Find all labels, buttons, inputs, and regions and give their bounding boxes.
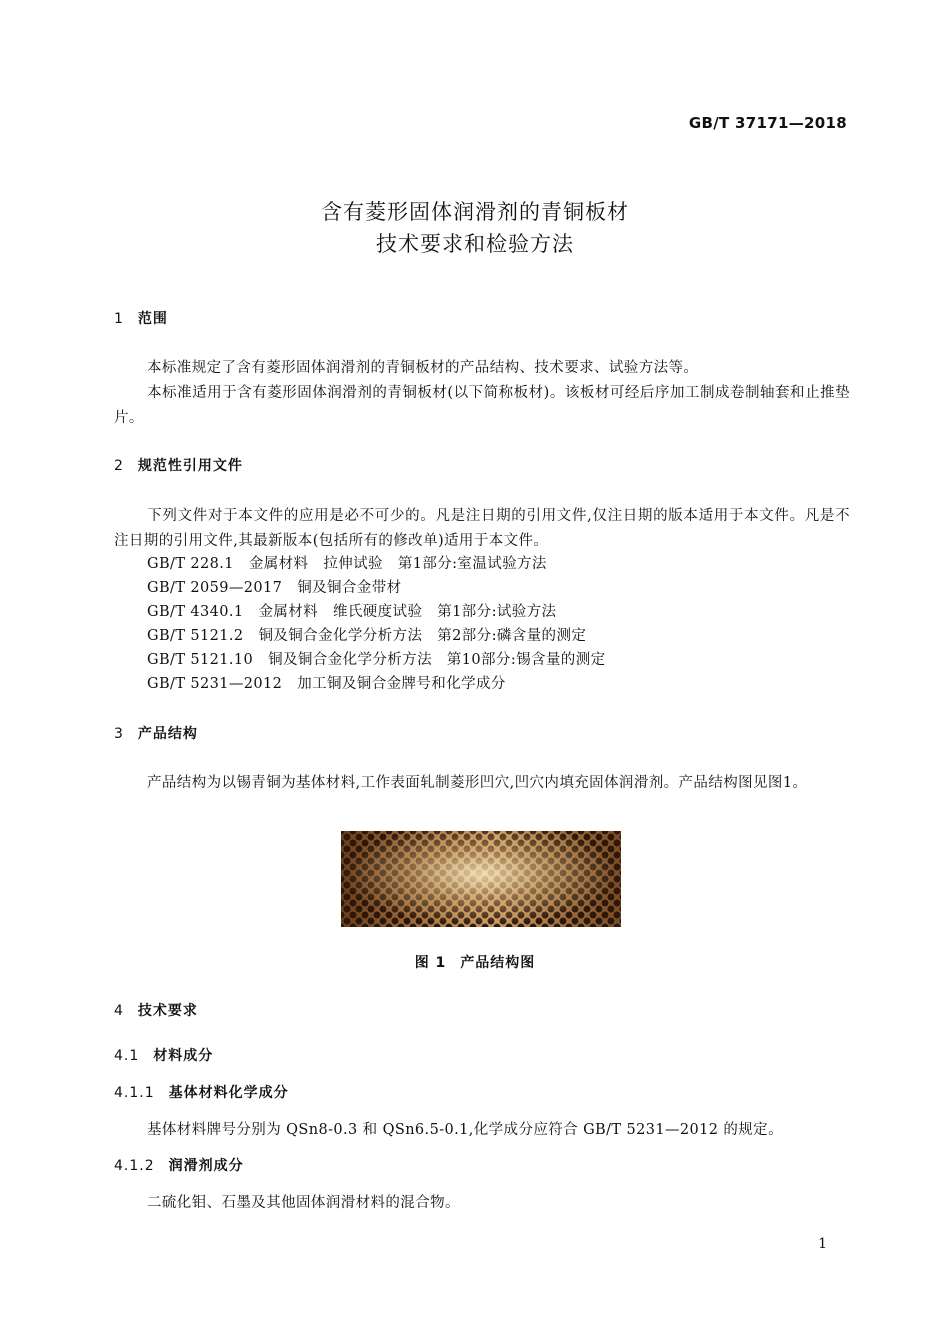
reference-item: GB/T 5121.10 铜及铜合金化学分析方法 第10部分:锡含量的测定 bbox=[147, 652, 606, 668]
page-number: 1 bbox=[818, 1236, 827, 1252]
section-title: 基体材料化学成分 bbox=[168, 1085, 289, 1101]
section-3-heading bbox=[114, 724, 198, 744]
figure-caption bbox=[0, 952, 950, 972]
section-3-paragraph-1: 产品结构为以锡青铜为基体材料,工作表面轧制菱形凹穴,凹穴内填充固体润滑剂。产品结构图见图1。 bbox=[147, 775, 808, 791]
section-4-1-1-paragraph: 基体材料牌号分别为 QSn8-0.3 和 QSn6.5-0.1,化学成分应符合 GB/T 5231—2012 的规定。 bbox=[147, 1122, 783, 1138]
product-structure-photo bbox=[341, 831, 621, 927]
section-title: 技术要求 bbox=[137, 1003, 198, 1019]
section-title: 规范性引用文件 bbox=[137, 458, 243, 474]
section-number: 4.1 bbox=[114, 1048, 140, 1064]
section-2-paragraph-1: 下列文件对于本文件的应用是必不可少的。凡是注日期的引用文件,仅注日期的版本适用于本文件。凡是不注日期的引用文件,其最新版本(包括所有的修改单)适用于本文件。 bbox=[114, 508, 850, 549]
section-number: 4.1.2 bbox=[114, 1158, 155, 1174]
section-number: 4 bbox=[114, 1003, 124, 1019]
section-title: 润滑剂成分 bbox=[168, 1158, 244, 1174]
figure-caption-text: 产品结构图 bbox=[460, 955, 536, 971]
section-number: 4.1.1 bbox=[114, 1085, 155, 1101]
reference-item: GB/T 228.1 金属材料 拉伸试验 第1部分:室温试验方法 bbox=[147, 556, 547, 572]
standard-number: GB/T 37171—2018 bbox=[688, 114, 847, 132]
section-number: 2 bbox=[114, 458, 124, 474]
figure-number: 图 1 bbox=[414, 955, 447, 971]
section-4-heading bbox=[114, 1001, 198, 1021]
section-title: 材料成分 bbox=[153, 1048, 214, 1064]
section-1-heading bbox=[114, 309, 168, 329]
reference-item: GB/T 4340.1 金属材料 维氏硬度试验 第1部分:试验方法 bbox=[147, 604, 557, 620]
section-4-1-2-paragraph: 二硫化钼、石墨及其他固体润滑材料的混合物。 bbox=[147, 1195, 460, 1211]
reference-item: GB/T 5231—2012 加工铜及铜合金牌号和化学成分 bbox=[147, 676, 506, 692]
section-number: 3 bbox=[114, 726, 124, 742]
section-4-1-heading bbox=[114, 1046, 213, 1066]
section-4-1-1-heading bbox=[114, 1083, 289, 1103]
section-title: 范围 bbox=[137, 311, 168, 327]
reference-item: GB/T 5121.2 铜及铜合金化学分析方法 第2部分:磷含量的测定 bbox=[147, 628, 587, 644]
reference-item: GB/T 2059—2017 铜及铜合金带材 bbox=[147, 580, 402, 596]
section-4-1-2-heading bbox=[114, 1156, 244, 1176]
document-title-line-1: 含有菱形固体润滑剂的青铜板材 bbox=[321, 200, 629, 224]
section-1-paragraph-2: 本标准适用于含有菱形固体润滑剂的青铜板材(以下简称板材)。该板材可经后序加工制成卷制轴套和止推垫片。 bbox=[114, 385, 850, 426]
section-1-paragraph-1: 本标准规定了含有菱形固体润滑剂的青铜板材的产品结构、技术要求、试验方法等。 bbox=[147, 360, 699, 376]
section-2-heading bbox=[114, 456, 243, 476]
section-number: 1 bbox=[114, 311, 124, 327]
document-title-line-2: 技术要求和检验方法 bbox=[376, 232, 574, 256]
section-title: 产品结构 bbox=[137, 726, 198, 742]
